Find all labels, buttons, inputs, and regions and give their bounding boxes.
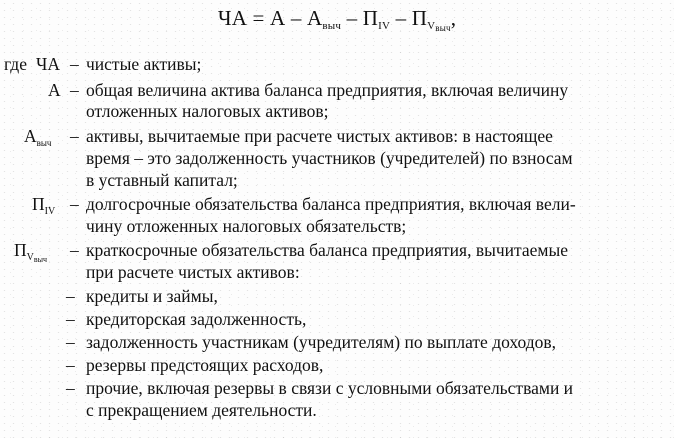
definition-line: время – это задолженность участников (учредителей) по взносам (86, 148, 573, 168)
term-a-vych: $А_{выч}$ (24, 126, 52, 148)
term-p-iv: $П_{IV}$ (32, 194, 56, 217)
formula-lhs: ЧА (217, 6, 248, 30)
bullet-dash: – (66, 378, 75, 398)
formula-a-vych: $А_{выч}$ (307, 6, 342, 32)
definition-line: краткосрочные обязательства баланса предприятия, вычитаемые (86, 240, 569, 260)
definition-line: отложенных налоговых активов; (86, 101, 329, 121)
formula-p-v-vych: $П_{V_{выч}}$ (411, 6, 451, 33)
definition-line: чину отложенных налоговых обязательств; (86, 216, 407, 236)
term-dash: – (70, 80, 79, 100)
formula-tail: , (450, 6, 457, 30)
term-dash: – (70, 54, 79, 74)
bullet-item: прочие, включая резервы в связи с условными обязательствами и (86, 378, 574, 398)
formula-equals: = (252, 6, 265, 30)
definition-line: в уставный капитал; (86, 170, 238, 190)
bullet-dash: – (66, 286, 75, 306)
formula-a: А (270, 6, 286, 30)
term-dash: – (70, 240, 79, 260)
formula-minus: – (395, 6, 407, 30)
definition-line: активы, вычитаемые при расчете чистых активов: в настоящее (86, 126, 553, 146)
term-a: А (48, 80, 61, 100)
bullet-dash: – (66, 355, 75, 375)
formula-minus: – (290, 6, 302, 30)
formula-minus: – (346, 6, 358, 30)
formula-p-iv: $П_{IV}$ (362, 6, 391, 32)
definitions-prefix: где (4, 54, 27, 74)
bullet-item: резервы предстоящих расходов, (86, 355, 324, 375)
bullet-dash: – (66, 309, 75, 329)
definition-line: чистые активы; (86, 54, 202, 74)
bullet-item: с прекращением деятельности. (86, 400, 317, 420)
bullet-dash: – (66, 332, 75, 352)
term-cha: ЧА (36, 54, 61, 74)
bullet-item: кредиторская задолженность, (86, 309, 307, 329)
definition-line: долгосрочные обязательства баланса предприятия, включая вели- (86, 194, 576, 214)
formula-line (0, 6, 674, 33)
definition-line: общая величина актива баланса предприятия, включая величину (86, 80, 569, 100)
definition-line: при расчете чистых активов: (86, 262, 300, 282)
bullet-item: кредиты и займы, (86, 286, 218, 306)
term-p-v-vych: $П_{V_{выч}}$ (14, 240, 48, 264)
term-dash: – (70, 126, 79, 146)
term-dash: – (70, 194, 79, 214)
bullet-item: задолженность участникам (учредителям) по выплате доходов, (86, 332, 557, 352)
